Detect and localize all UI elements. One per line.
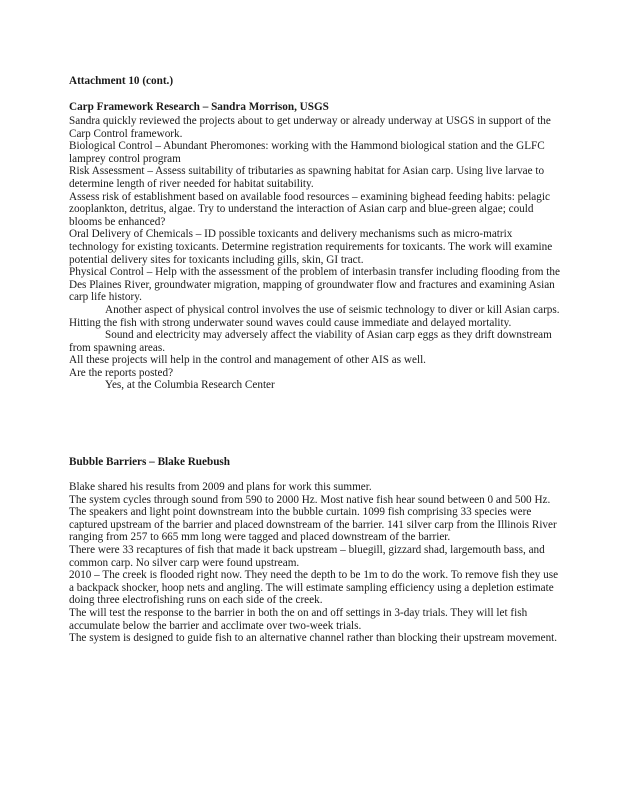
paragraph: The speakers and light point downstream into the bubble curtain. 1099 fish comprising 33 species were captured upstream of the barrier and placed downstream of the barrier. 141 silver carp from the Illinois River ranging from 257 to 665 mm long were tagged and placed downstream of the barrier. bbox=[69, 506, 557, 544]
section-heading-bubble-barriers: Bubble Barriers – Blake Ruebush bbox=[69, 456, 231, 468]
paragraph: There were 33 recaptures of fish that made it back upstream – bluegill, gizzard shad, largemouth bass, and common carp. No silver carp were found upstream. bbox=[69, 543, 545, 569]
paragraph: Oral Delivery of Chemicals – ID possible toxicants and delivery mechanisms such as micro-matrix technology for existing toxicants. Determine registration requirements for toxicants. The work will examine potential delivery sites for toxicants including gills, skin, GI tract. bbox=[69, 228, 553, 266]
paragraph: The system is designed to guide fish to an alternative channel rather than blocking their upstream movement. bbox=[69, 632, 558, 645]
paragraph: Assess risk of establishment based on available food resources – examining bighead feeding habits: pelagic zooplankton, detritus, algae. Try to understand the interaction of Asian carp and blue-green algae; could blooms be enhanced? bbox=[69, 190, 550, 228]
section-body-carp-framework bbox=[69, 115, 563, 392]
section-heading-carp-framework: Carp Framework Research – Sandra Morrison, USGS bbox=[69, 101, 329, 113]
paragraph: 2010 – The creek is flooded right now. They need the depth to be 1m to do the work. To remove fish they use a backpack shocker, hoop nets and angling. The will estimate sampling efficiency using a depletion estimate doing three electrofishing runs on each side of the creek. bbox=[69, 569, 559, 607]
paragraph: Blake shared his results from 2009 and plans for work this summer. bbox=[69, 481, 372, 493]
paragraph: All these projects will help in the control and management of other AIS as well. bbox=[69, 354, 426, 367]
paragraph: Biological Control – Abundant Pheromones: working with the Hammond biological station and the GLFC lamprey control program bbox=[69, 140, 545, 165]
paragraph: Sandra quickly reviewed the projects about to get underway or already underway at USGS in support of the Carp Control framework. bbox=[69, 115, 551, 140]
paragraph: Risk Assessment – Assess suitability of tributaries as spawning habitat for Asian carp. Using live larvae to determine length of river needed for habitat suitability. bbox=[69, 165, 545, 190]
paragraph: The system cycles through sound from 590 to 2000 Hz. Most native fish hear sound between 0 and 500 Hz. bbox=[69, 493, 551, 506]
paragraph: Sound and electricity may adversely affect the viability of Asian carp eggs as they drift downstream from spawning areas. bbox=[69, 329, 552, 354]
paragraph: Physical Control – Help with the assessment of the problem of interbasin transfer including flooding from the Des Plaines River, groundwater migration, mapping of groundwater flow and fractures and examining Asian carp life history. bbox=[69, 266, 560, 304]
paragraph: The will test the response to the barrier in both the on and off settings in 3-day trials. They will let fish accumulate below the barrier and acclimate over two-week trials. bbox=[69, 606, 528, 632]
section-body-bubble-barriers bbox=[69, 481, 563, 645]
answer: Yes, at the Columbia Research Center bbox=[105, 379, 275, 392]
attachment-title: Attachment 10 (cont.) bbox=[69, 75, 174, 87]
paragraph: Another aspect of physical control involves the use of seismic technology to diver or kill Asian carps. Hitting the fish with strong underwater sound waves could cause immediate and delayed mortality. bbox=[69, 303, 560, 329]
question: Are the reports posted? bbox=[69, 366, 174, 379]
